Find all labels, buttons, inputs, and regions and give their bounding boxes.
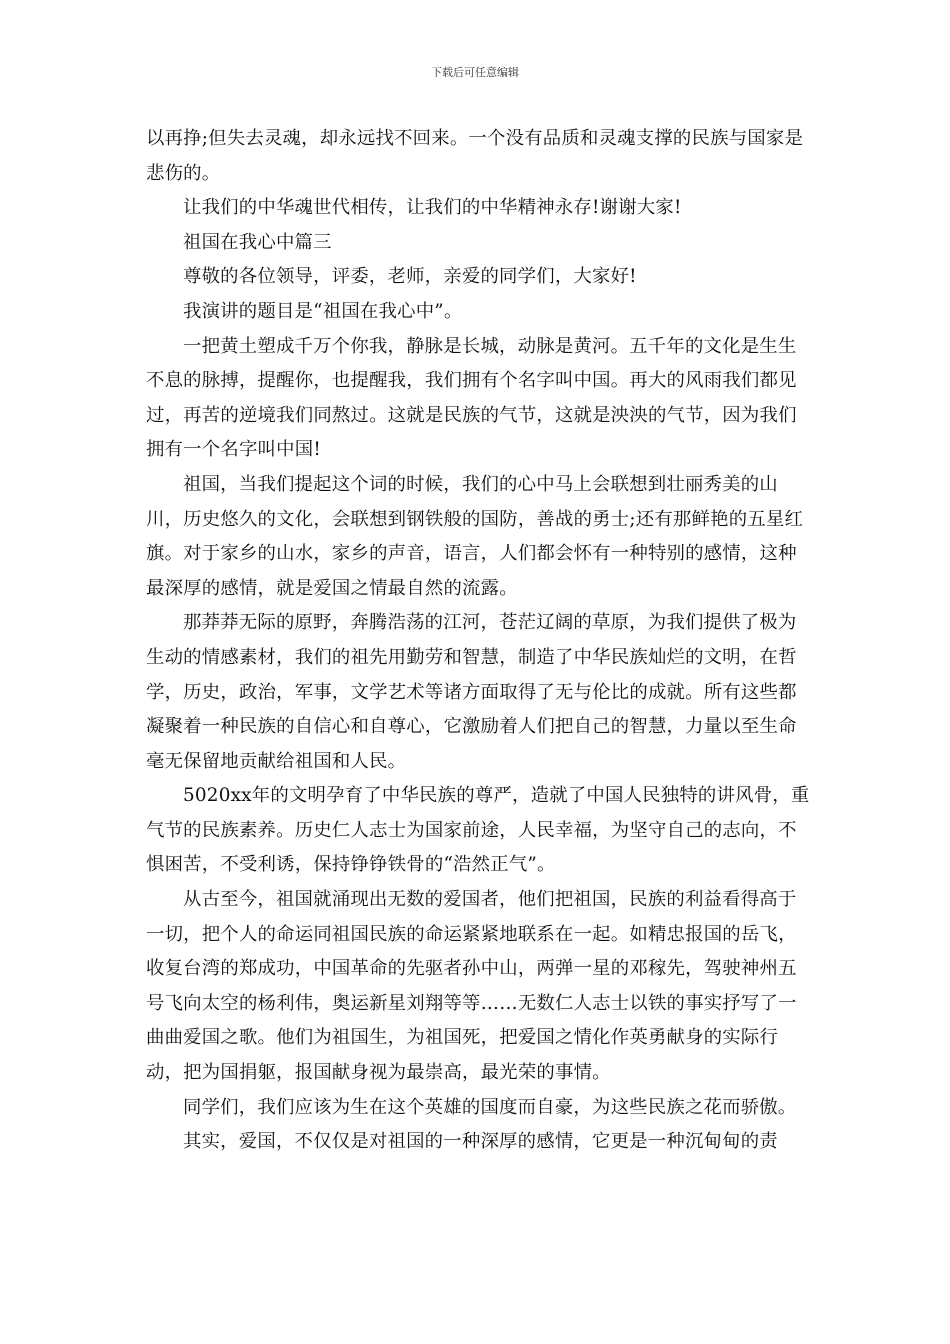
paragraph: 以再挣;但失去灵魂，却永远找不回来。一个没有品质和灵魂支撑的民族与国家是悲伤的。 xyxy=(146,128,804,184)
paragraph: 让我们的中华魂世代相传，让我们的中华精神永存!谢谢大家! xyxy=(183,197,682,219)
paragraph: 祖国，当我们提起这个词的时候，我们的心中马上会联想到壮丽秀美的山川，历史悠久的文化，会联想到钢铁般的国防，善战的勇士;还有那鲜艳的五星红旗。对于家乡的山水，家乡的声音，语言，人们都会怀有一种特别的感情，这种最深厚的感情，就是爱国之情最自然的流露。 xyxy=(146,473,804,599)
paragraph: 从古至今，祖国就涌现出无数的爱国者，他们把祖国，民族的利益看得高于一切，把个人的命运同祖国民族的命运紧紧地联系在一起。如精忠报国的岳飞，收复台湾的郑成功，中国革命的先驱者孙中山，两弹一星的邓稼先，驾驶神州五号飞向太空的杨利伟，奥运新星刘翔等等……无数仁人志士以铁的事实抒写了一曲曲爱国之歌。他们为祖国生，为祖国死，把爱国之情化作英勇献身的实际行动，把为国捐躯，报国献身视为最崇高，最光荣的事情。 xyxy=(146,889,797,1084)
paragraph: 其实，爱国，不仅仅是对祖国的一种深厚的感情，它更是一种沉甸甸的责 xyxy=(183,1131,778,1153)
paragraph: 那莽莽无际的原野，奔腾浩荡的江河，苍茫辽阔的草原，为我们提供了极为生动的情感素材，我们的祖先用勤劳和智慧，制造了中华民族灿烂的文明，在哲学，历史，政治，军事，文学艺术等诸方面取得了无与伦比的成就。所有这些都凝聚着一种民族的自信心和自尊心，它激励着人们把自己的智慧，力量以至生命毫无保留地贡献给祖国和人民。 xyxy=(146,612,797,772)
paragraph: 尊敬的各位领导，评委，老师，亲爱的同学们，大家好! xyxy=(183,266,637,288)
page-header: 下载后可任意编辑 xyxy=(431,66,519,79)
paragraph: 同学们，我们应该为生在这个英雄的国度而自豪，为这些民族之花而骄傲。 xyxy=(183,1096,797,1118)
paragraph: 5020xx年的文明孕育了中华民族的尊严，造就了中国人民独特的讲风骨，重气节的民族素养。历史仁人志士为国家前途，人民幸福，为坚守自己的志向，不惧困苦，不受利诱，保持铮铮铁骨的“浩然正气”。 xyxy=(146,785,810,876)
paragraph: 我演讲的题目是“祖国在我心中”。 xyxy=(183,300,463,322)
section-heading: 祖国在我心中篇三 xyxy=(183,231,332,253)
document-body xyxy=(146,122,814,1160)
paragraph: 一把黄土塑成千万个你我，静脉是长城，动脉是黄河。五千年的文化是生生不息的脉搏，提醒你，也提醒我，我们拥有个名字叫中国。再大的风雨我们都见过，再苦的逆境我们同熬过。这就是民族的气节，这就是泱泱的气节，因为我们拥有一个名字叫中国! xyxy=(146,335,797,461)
